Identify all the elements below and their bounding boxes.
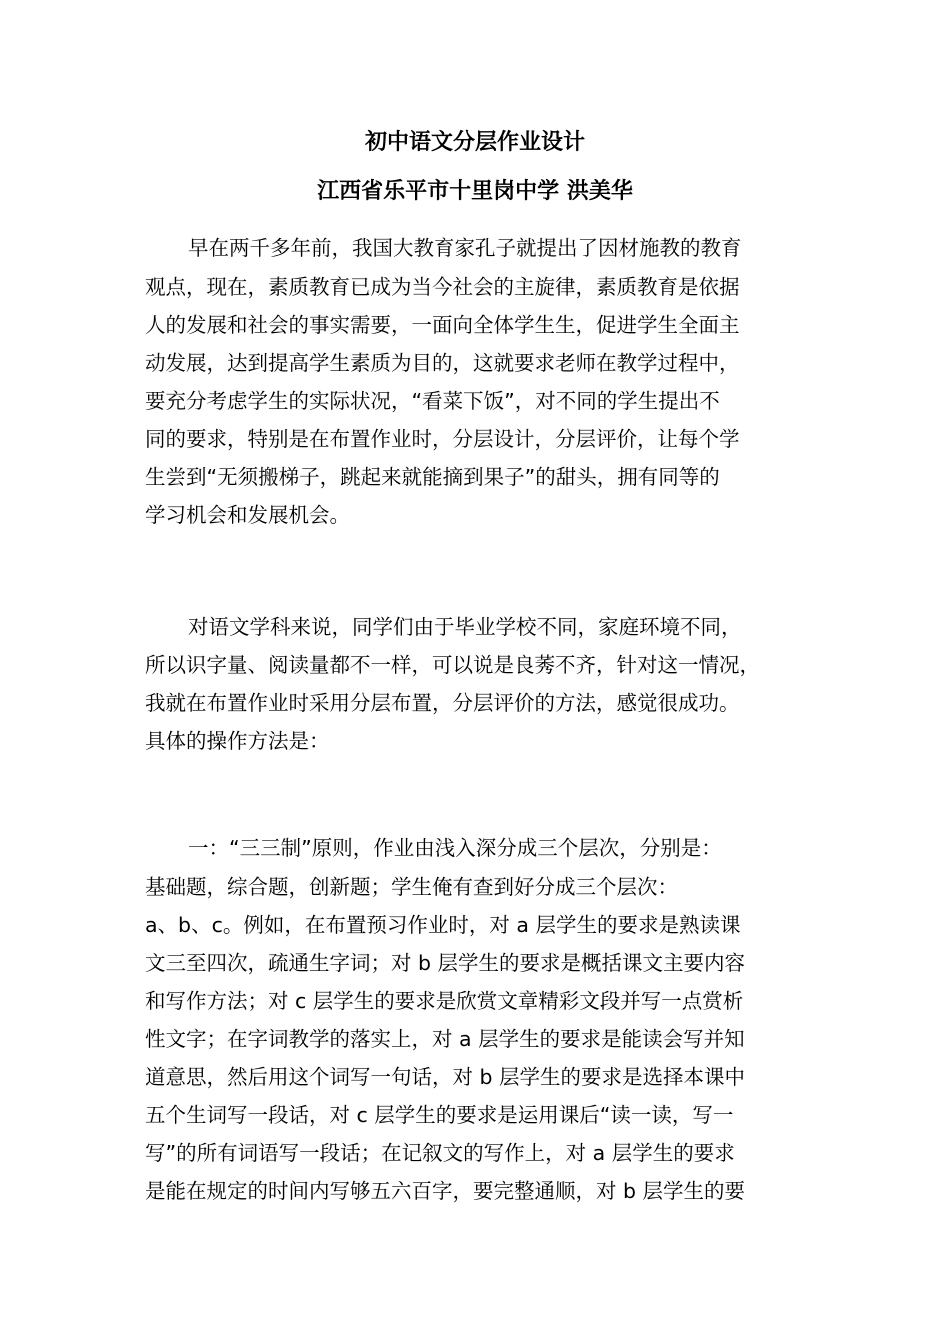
paragraph-line: 动发展，达到提高学生素质为目的，这就要求老师在教学过程中，: [145, 351, 740, 375]
paragraph-line: 观点，现在，素质教育已成为当今社会的主旋律，素质教育是依据: [145, 275, 740, 299]
paragraph-line: 人的发展和社会的事实需要，一面向全体学生生，促进学生全面主: [145, 313, 740, 337]
paragraph-line: 基础题，综合题，创新题；学生俺有查到好分成三个层次：: [145, 875, 678, 899]
paragraph-line: 和写作方法；对 c 层学生的要求是欣赏文章精彩文段并写一点赏析: [145, 989, 744, 1013]
paragraph-line: 我就在布置作业时采用分层布置，分层评价的方法，感觉很成功。: [145, 691, 740, 715]
paragraph-line: 道意思，然后用这个词写一句话，对 b 层学生的要求是选择本课中: [145, 1065, 746, 1089]
paragraph-line: 所以识字量、阅读量都不一样，可以说是良莠不齐，针对这一情况，: [145, 653, 760, 677]
paragraph-line: 早在两千多年前，我国大教育家孔子就提出了因材施教的教育: [188, 236, 742, 260]
paragraph-line: 同的要求，特别是在布置作业时，分层设计，分层评价，让每个学: [145, 427, 740, 451]
paragraph-line: 五个生词写一段话，对 c 层学生的要求是运用课后“读一读，写一: [145, 1103, 734, 1127]
paragraph-line: 一：“三三制”原则，作业由浅入深分成三个层次，分别是：: [188, 836, 722, 860]
document-title: 初中语文分层作业设计: [364, 130, 585, 155]
paragraph-line: 文三至四次，疏通生字词；对 b 层学生的要求是概括课文主要内容: [145, 951, 746, 975]
paragraph-line: 写”的所有词语写一段话；在记叙文的写作上，对 a 层学生的要求: [145, 1141, 735, 1165]
paragraph-line: 是能在规定的时间内写够五六百字，要完整通顺，对 b 层学生的要: [145, 1179, 746, 1203]
paragraph-line: 具体的操作方法是：: [145, 729, 330, 753]
author-line: 江西省乐平市十里岗中学 洪美华: [317, 179, 633, 204]
paragraph-line: 性文字；在字词教学的落实上，对 a 层学生的要求是能读会写并知: [145, 1027, 745, 1051]
paragraph-line: 生尝到“无须搬梯子，跳起来就能摘到果子”的甜头，拥有同等的: [145, 465, 720, 489]
paragraph-line: 要充分考虑学生的实际状况，“看菜下饭”，对不同的学生提出不: [145, 389, 720, 413]
paragraph-line: a、b、c。例如，在布置预习作业时，对 a 层学生的要求是熟读课: [145, 913, 741, 937]
paragraph-line: 对语文学科来说，同学们由于毕业学校不同，家庭环境不同，: [188, 615, 742, 639]
paragraph-line: 学习机会和发展机会。: [145, 503, 350, 527]
